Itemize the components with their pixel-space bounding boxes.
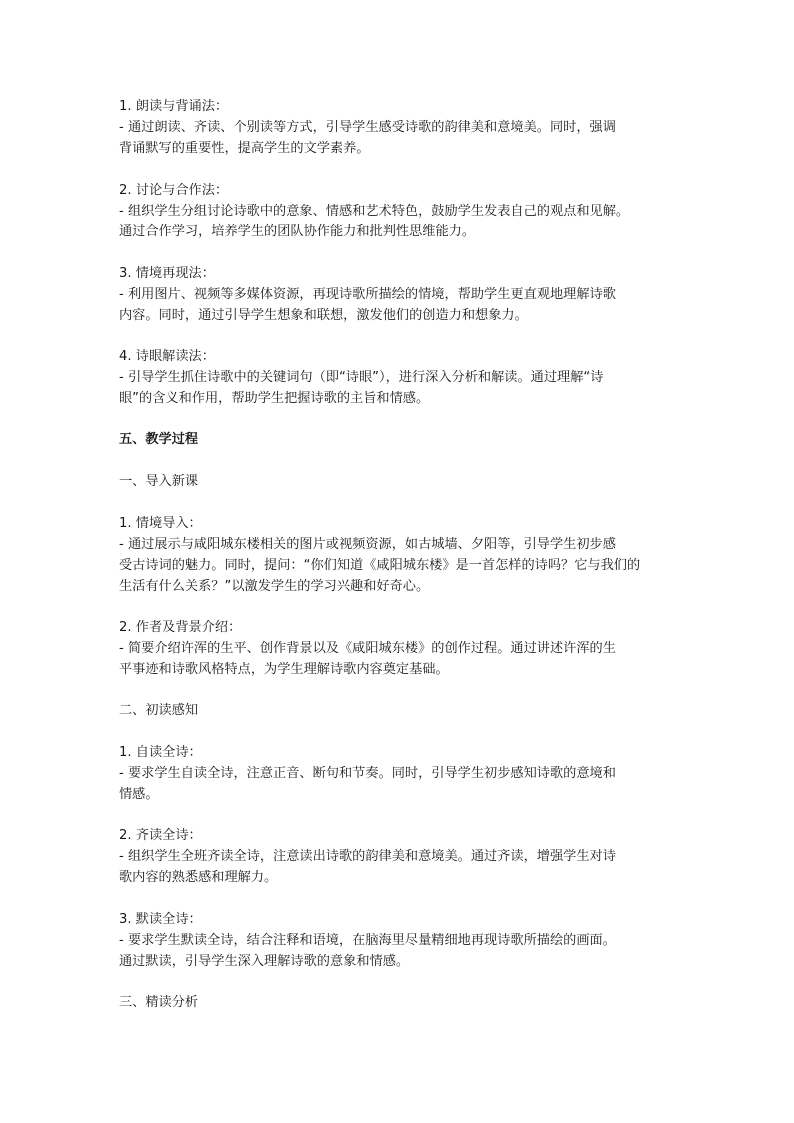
method-1-title: 1. 朗读与背诵法：: [119, 99, 229, 114]
method-3-title: 3. 情境再现法：: [119, 266, 215, 281]
intro-step-2-text-cont: 平事迹和诗歌风格特点，为学生理解诗歌内容奠定基础。: [119, 662, 449, 677]
reading-step-3-text: - 要求学生默读全诗，结合注释和语境，在脑海里尽量精细地再现诗歌所描绘的画面。: [119, 933, 616, 948]
reading-step-1-text: - 要求学生自读全诗，注意正音、断句和节奏。同时，引导学生初步感知诗歌的意境和: [119, 766, 616, 781]
intro-step-1-text-cont: 受古诗词的魅力。同时，提问：“你们知道《咸阳城东楼》是一首怎样的诗吗？它与我们的: [119, 558, 641, 573]
reading-step-1-title: 1. 自读全诗：: [119, 745, 202, 760]
reading-step-3-title: 3. 默读全诗：: [119, 912, 202, 927]
subsection-heading-intro: 一、导入新课: [119, 474, 199, 489]
method-1-text-cont: 背诵默写的重要性，提高学生的文学素养。: [119, 141, 370, 156]
method-2-title: 2. 讨论与合作法：: [119, 183, 229, 198]
method-2-text-cont: 通过合作学习，培养学生的团队协作能力和批判性思维能力。: [119, 224, 476, 239]
reading-step-2-title: 2. 齐读全诗：: [119, 828, 202, 843]
intro-step-1-text-cont2: 生活有什么关系？”以激发学生的学习兴趣和好奇心。: [119, 579, 430, 594]
intro-step-1-title: 1. 情境导入：: [119, 516, 202, 531]
method-4-text-cont: 眼”的含义和作用，帮助学生把握诗歌的主旨和情感。: [119, 391, 430, 406]
method-2-text: - 组织学生分组讨论诗歌中的意象、情感和艺术特色，鼓励学生发表自己的观点和见解。: [119, 204, 630, 219]
method-4-title: 4. 诗眼解读法：: [119, 349, 215, 364]
method-3-text-cont: 内容。同时，通过引导学生想象和联想，激发他们的创造力和想象力。: [119, 308, 528, 323]
intro-step-2-text: - 简要介绍许浑的生平、创作背景以及《咸阳城东楼》的创作过程。通过讲述许浑的生: [119, 641, 616, 656]
method-3-text: - 利用图片、视频等多媒体资源，再现诗歌所描绘的情境，帮助学生更直观地理解诗歌: [119, 287, 616, 302]
section-heading-teaching-process: 五、教学过程: [119, 432, 199, 447]
reading-step-3-text-cont: 通过默读，引导学生深入理解诗歌的意象和情感。: [119, 954, 410, 969]
intro-step-1-text: - 通过展示与咸阳城东楼相关的图片或视频资源，如古城墙、夕阳等，引导学生初步感: [119, 537, 616, 552]
method-1-text: - 通过朗读、齐读、个别读等方式，引导学生感受诗歌的韵律美和意境美。同时，强调: [119, 120, 616, 135]
reading-step-1-text-cont: 情感。: [119, 787, 159, 802]
subsection-heading-first-reading: 二、初读感知: [119, 703, 199, 718]
reading-step-2-text-cont: 歌内容的熟悉感和理解力。: [119, 870, 278, 885]
method-4-text: - 引导学生抓住诗歌中的关键词句（即“诗眼”），进行深入分析和解读。通过理解“诗: [119, 370, 604, 385]
subsection-heading-close-reading: 三、精读分析: [119, 995, 199, 1010]
reading-step-2-text: - 组织学生全班齐读全诗，注意读出诗歌的韵律美和意境美。通过齐读，增强学生对诗: [119, 849, 616, 864]
intro-step-2-title: 2. 作者及背景介绍：: [119, 620, 242, 635]
